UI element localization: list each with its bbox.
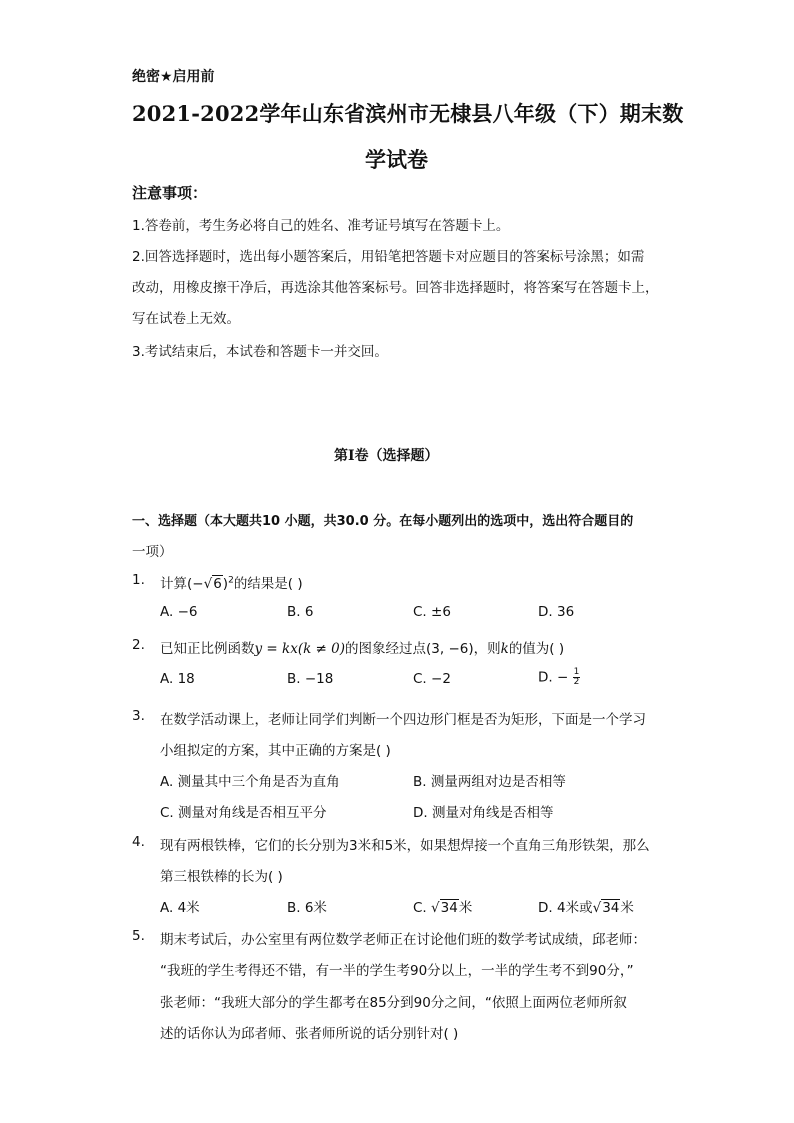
question-5-stem-cont: 张老师：“我班大部分的学生都考在85分到90分之间，“依照上面两位老师所叙 [160, 995, 627, 1011]
confidential-label: 绝密★启用前 [132, 69, 215, 85]
radicand: 6 [213, 576, 222, 592]
page-title-line2: 学试卷 [365, 147, 428, 172]
fraction [573, 668, 581, 687]
question-number: 4. [132, 834, 145, 850]
section-intro: 一、选择题（本大题共10 小题，共30.0 分。在每小题列出的选项中，选出符合题目的 [132, 514, 634, 529]
page-title-line1: 2021-2022学年山东省滨州市无棣县八年级（下）期末数 [132, 101, 684, 126]
question-5-stem-cont: 述的话你认为邱者师、张者师所说的话分别针对( ) [160, 1026, 459, 1042]
formula: y = kx(k ≠ 0) [254, 641, 346, 657]
stem-text: 已知正比例函数 [160, 641, 255, 657]
option-a[interactable]: A. 4米 [160, 900, 200, 916]
radicand: 34 [602, 900, 620, 916]
option-c[interactable]: C. √34米 [413, 900, 473, 916]
question-4-stem: 现有两根铁棒，它们的长分别为3米和5米，如果想焊接一个直角三角形铁架，那么 [160, 838, 650, 854]
stem-text: 的结果是( ) [233, 576, 303, 592]
option-a[interactable]: A. 18 [160, 671, 195, 687]
option-c[interactable]: C. −2 [413, 671, 451, 687]
notice-item: 写在试卷上无效。 [132, 311, 240, 327]
section-title: 第I卷（选择题） [334, 448, 439, 464]
option-d[interactable]: D. 36 [538, 604, 575, 620]
question-2-stem [160, 637, 564, 657]
notice-heading: 注意事项： [132, 184, 208, 202]
option-b[interactable]: B. 6 [287, 604, 314, 620]
option-a[interactable]: A. −6 [160, 604, 198, 620]
notice-item: 3.考试结束后，本试卷和答题卡一并交回。 [132, 344, 388, 360]
question-number: 5. [132, 928, 145, 944]
variable: k [500, 641, 509, 657]
option-b[interactable]: B. 6米 [287, 900, 327, 916]
question-number: 1. [132, 572, 145, 588]
option-a[interactable]: A. 测量其中三个角是否为直角 [160, 774, 340, 790]
notice-item: 改动，用橡皮擦干净后，再选涂其他答案标号。回答非选择题时，将答案写在答题卡上， [132, 280, 659, 296]
question-3-stem-cont: 小组拟定的方案，其中正确的方案是( ) [160, 743, 391, 759]
option-d[interactable]: D. 测量对角线是否相等 [413, 805, 554, 821]
notice-item: 2.回答选择题时，选出每小题答案后，用铅笔把答题卡对应题目的答案标号涂黑；如需 [132, 249, 645, 265]
option-d[interactable]: D. 4米或√34米 [538, 900, 634, 916]
denominator: 2 [573, 677, 580, 687]
stem-text: 的图象经过点(3, −6)，则 [345, 641, 501, 657]
option-d-label: D. 4米或 [538, 900, 593, 916]
unit: 米 [620, 900, 634, 916]
notice-item: 1.答卷前，考生务必将自己的姓名、准考证号填写在答题卡上。 [132, 218, 510, 234]
radicand: 34 [440, 900, 458, 916]
question-4-stem-cont: 第三根铁棒的长为( ) [160, 869, 283, 885]
question-5-stem: 期末考试后，办公室里有两位数学老师正在讨论他们班的数学考试成绩，邱老师： [160, 932, 646, 948]
question-5-stem-cont: “我班的学生考得还不错，有一半的学生考90分以上，一半的学生考不到90分，” [160, 963, 634, 979]
option-c[interactable]: C. ±6 [413, 604, 451, 620]
exponent: 2 [228, 575, 234, 586]
question-number: 2. [132, 637, 145, 653]
question-3-stem: 在数学活动课上，老师让同学们判断一个四边形门框是否为矩形，下面是一个学习 [160, 712, 646, 728]
stem-text: 计算( [160, 576, 193, 592]
stem-text: 的值为( ) [508, 641, 565, 657]
question-1-stem: 计算$(-√6)^2$的结果是( ) [160, 575, 303, 592]
option-c[interactable]: C. 测量对角线是否相互平分 [160, 805, 327, 821]
option-b[interactable]: B. 测量两组对边是否相等 [413, 774, 566, 790]
option-c-label: C. [413, 900, 432, 916]
option-d-label: D. − [538, 669, 569, 686]
question-number: 3. [132, 708, 145, 724]
stem-text: − [192, 576, 204, 592]
numerator: 1 [573, 667, 580, 677]
unit: 米 [458, 900, 473, 916]
stem-text: ) [222, 576, 229, 592]
option-d[interactable] [538, 668, 580, 687]
option-b[interactable]: B. −18 [287, 671, 334, 687]
section-intro-cont: 一项） [132, 544, 173, 560]
